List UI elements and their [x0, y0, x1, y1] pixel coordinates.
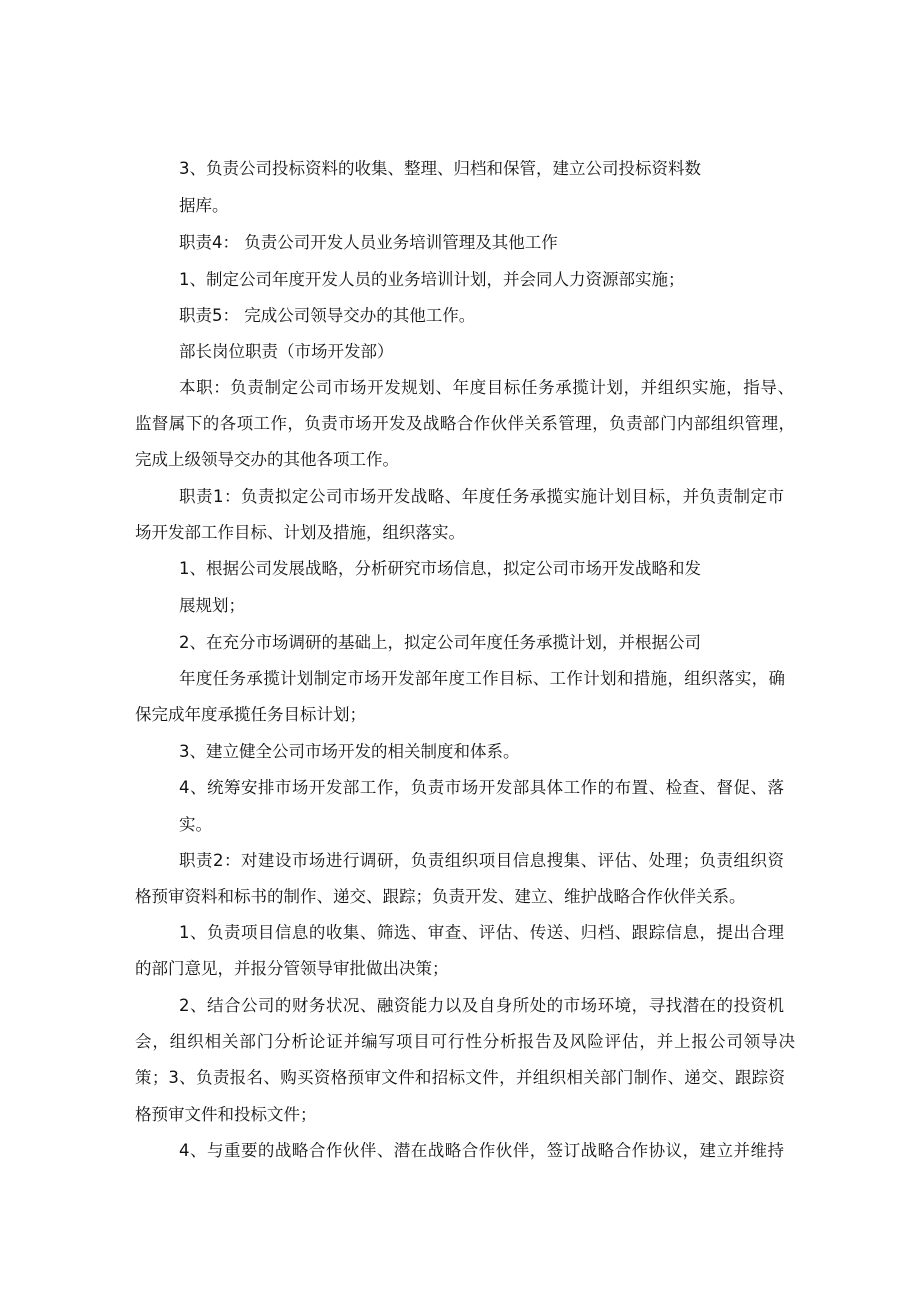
text-line: 格预审文件和投标文件；	[135, 1105, 317, 1124]
text-line: 保完成年度承揽任务目标计划；	[135, 705, 366, 724]
text-line: 展规划；	[179, 596, 245, 615]
text-line: 本职：负责制定公司市场开发规划、年度目标任务承揽计划，并组织实施，指导、	[179, 378, 794, 397]
text-line: 4、与重要的战略合作伙伴、潜在战略合作伙伴，签订战略合作协议，建立并维持	[179, 1141, 784, 1160]
text-line: 年度任务承揽计划制定市场开发部年度工作目标、工作计划和措施，组织落实，确	[179, 669, 785, 688]
text-line: 实。	[179, 815, 212, 834]
text-line: 监督属下的各项工作，负责市场开发及战略合作伙伴关系管理，负责部门内部组织管理，	[135, 414, 795, 433]
text-line: 据库。	[179, 196, 229, 215]
text-line: 职责5： 完成公司领导交办的其他工作。	[179, 306, 476, 325]
text-line: 3、负责公司投标资料的收集、整理、归档和保管，建立公司投标资料数	[179, 159, 701, 178]
text-line: 4、统筹安排市场开发部工作，负责市场开发部具体工作的布置、检查、督促、落	[179, 778, 784, 797]
text-line: 1、制定公司年度开发人员的业务培训计划，并会同人力资源部实施；	[179, 270, 685, 289]
text-line: 1、根据公司发展战略，分析研究市场信息，拟定公司市场开发战略和发	[179, 559, 701, 578]
text-line: 2、在充分市场调研的基础上，拟定公司年度任务承揽计划，并根据公司	[179, 633, 701, 652]
text-line: 会，组织相关部门分析论证并编写项目可行性分析报告及风险评估，并上报公司领导决	[135, 1032, 795, 1051]
section-heading: 部长岗位职责（市场开发部）	[179, 342, 394, 361]
text-line: 策；3、负责报名、购买资格预审文件和招标文件，并组织相关部门制作、递交、跟踪资	[135, 1068, 785, 1087]
text-line: 职责1：负责拟定公司市场开发战略、年度任务承揽实施计划目标，并负责制定市	[179, 487, 784, 506]
text-line: 3、建立健全公司市场开发的相关制度和体系。	[179, 742, 520, 761]
text-line: 场开发部工作目标、计划及措施，组织落实。	[135, 523, 465, 542]
text-line: 2、结合公司的财务状况、融资能力以及自身所处的市场环境，寻找潜在的投资机	[179, 996, 784, 1015]
text-line: 职责2：对建设市场进行调研，负责组织项目信息搜集、评估、处理；负责组织资	[179, 851, 784, 870]
text-line: 的部门意见，并报分管领导审批做出决策；	[135, 959, 449, 978]
text-line: 1、负责项目信息的收集、筛选、审查、评估、传送、归档、跟踪信息，提出合理	[179, 923, 784, 942]
text-line: 完成上级领导交办的其他各项工作。	[135, 450, 399, 469]
text-line: 职责4： 负责公司开发人员业务培训管理及其他工作	[179, 233, 558, 252]
text-line: 格预审资料和标书的制作、递交、跟踪；负责开发、建立、维护战略合作伙伴关系。	[135, 887, 746, 906]
